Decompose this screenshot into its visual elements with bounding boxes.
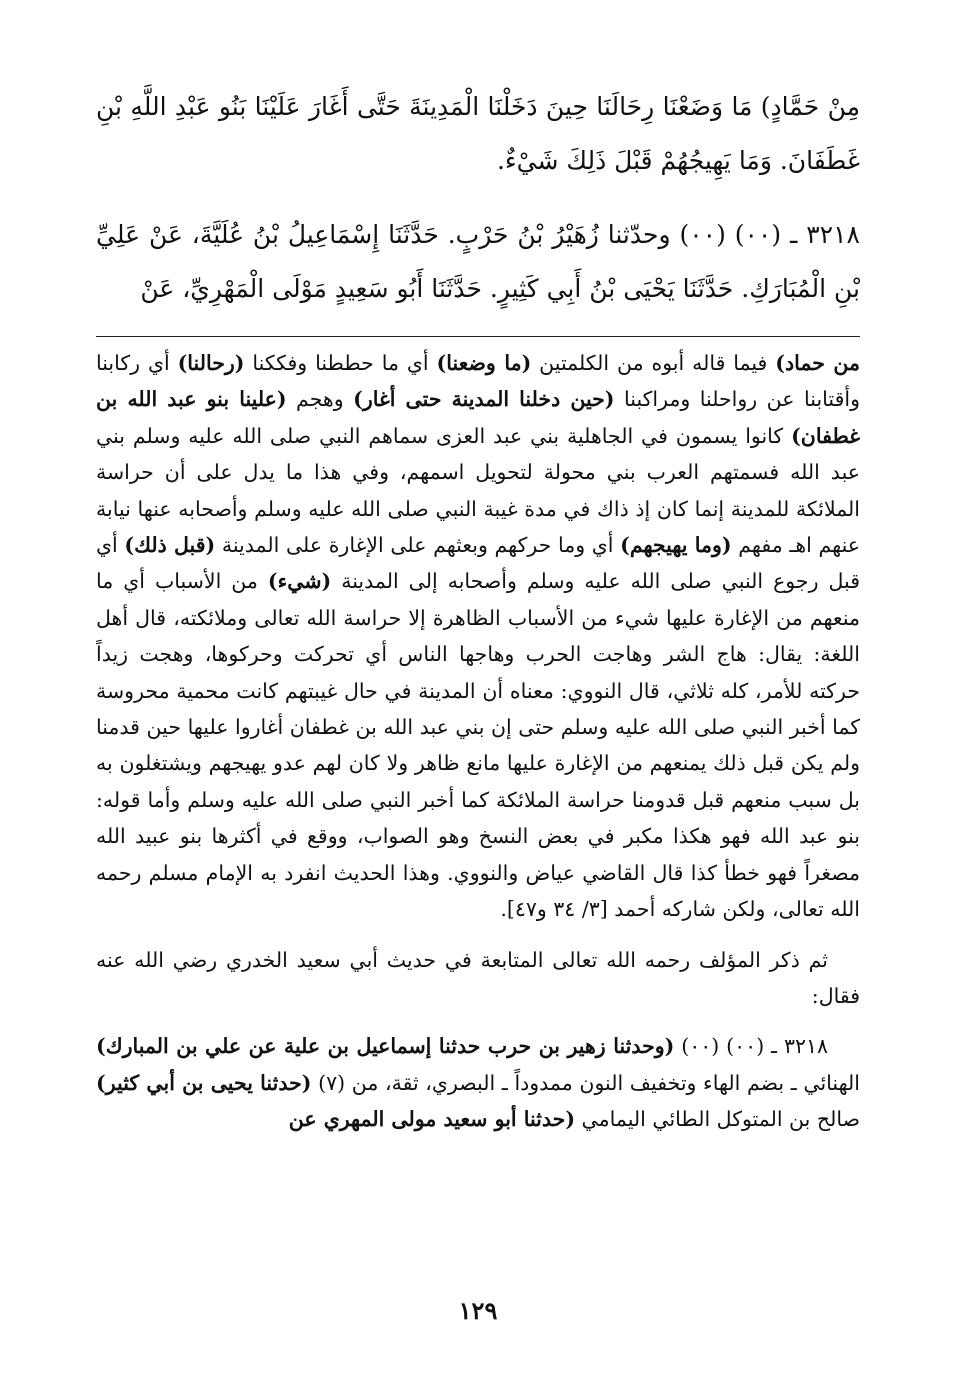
bold-quote-segment: (وما يهيجهم) <box>620 533 732 558</box>
bold-quote-segment: (علينا بنو عبد الله بن غطفان) <box>96 387 860 448</box>
bold-quote-segment: (وحدثنا زهير بن حرب حدثنا إسماعيل بن علية عن علي بن المبارك) <box>96 1034 675 1059</box>
page-number: ١٢٩ <box>458 1296 498 1325</box>
bold-quote-segment: من حماد) <box>775 351 860 375</box>
commentary-segment: أي ركابنا وأقتابنا عن رواحلنا ومراكبنا <box>96 351 860 412</box>
bold-quote-segment: (ما وضعنا) <box>436 351 532 375</box>
commentary-segment: صالح بن المتوكل الطائي اليمامي <box>575 1107 860 1132</box>
commentary-segment: أي قبل رجوع النبي صلى الله عليه وسلم وأصحابه إلى المدينة <box>96 533 860 594</box>
commentary-segment: كانوا يسمون في الجاهلية بني عبد العزى سماهم النبي صلى الله عليه وسلم بني عبد الله فسمتهم العرب بني محولة لتحويل اسمهم، وفي هذا ما يدل على أن حراسة الملائكة للمدينة إنما كان إذ ذاك في مدة غيبة النبي صلى الله عليه وسلم وأصحابه عنها نيابة عنهم اهـ مفهم <box>96 423 861 558</box>
commentary-segment: من الأسباب أي ما منعهم من الإغارة عليها شيء من الأسباب الظاهرة إلا حراسة الله تعالى وملائكته، قال أهل اللغة: يقال: هاج الشر وهاجت الحرب وهاجها الناس أي تحركت وحركوها، وهجت زيداً حركته للأمر، كله ثلاثي، قال النووي: معناه أن المدينة في حال غيبتهم كانت محمية محروسة كما أخبر النبي صلى الله عليه وسلم حتى إن بني عبد الله بن غطفان أغاروا عليها حين قدمنا ولم يكن قبل ذلك يمنعهم من الإغارة عليها مانع ظاهر ولا كان لهم عدو يهيجهم ويشتغلون به بل سبب منعهم قبل قدومنا حراسة الملائكة كما أخبر النبي صلى الله عليه وسلم وأما قوله: بنو عبد الله فهو هكذا مكبر في بعض النسخ وهو الصواب، ووقع في أكثرها بنو عبيد الله مصغراً فهو خطأ كذا قال القاضي عياض والنووي. وهذا الحديث انفرد به الإمام مسلم رحمه الله تعالى، ولكن شاركه أحمد [٣/ ٣٤ و٤٧]. <box>96 569 860 922</box>
commentary-segment: وهجم <box>286 387 354 412</box>
commentary-paragraph-1 <box>96 345 860 928</box>
commentary-paragraph-2: ثم ذكر المؤلف رحمه الله تعالى المتابعة في حديث أبي سعيد الخدري رضي الله عنه فقال: <box>96 947 860 1008</box>
bold-quote-segment: (حدثنا أبو سعيد مولى المهري عن <box>288 1107 576 1132</box>
bold-quote-segment: (حدثنا يحيى بن أبي كثير) <box>96 1070 312 1095</box>
commentary-segment: ٣٢١٨ ـ (٠٠) (٠٠) <box>674 1034 828 1059</box>
bold-quote-segment: (رحالنا) <box>177 351 245 375</box>
commentary-paragraph-3 <box>96 1028 860 1137</box>
commentary-segment: الهنائي ـ بضم الهاء وتخفيف النون ممدوداً ـ البصري، ثقة، من (٧) <box>311 1070 860 1095</box>
commentary-segment: أي وما حركهم وبعثهم على الإغارة على المدينة <box>215 533 621 558</box>
bold-quote-segment: (شيء) <box>267 569 332 594</box>
bold-quote-segment: (حين دخلنا المدينة حتى أغار) <box>353 387 615 412</box>
hadith-paragraph-1: مِنْ حَمَّادٍ) مَا وَضَعْنَا رِحَالَنَا حِينَ دَخَلْنَا الْمَدِينَةَ حَتَّى أَغَارَ عَلَيْنَا بَنُو عَبْدِ اللَّهِ بْنِ غَطَفَانَ. وَمَا يَهِيجُهُمْ قَبْلَ ذَلِكَ شَيْءٌ. <box>96 92 860 175</box>
footnote-divider <box>96 336 860 337</box>
bold-quote-segment: (قبل ذلك) <box>124 533 216 558</box>
commentary-segment: أي ما حططنا وفككنا <box>244 351 437 375</box>
commentary-segment: فيما قاله أبوه من الكلمتين <box>531 351 776 375</box>
hadith-paragraph-2: ٣٢١٨ ـ (٠٠) (٠٠) وحدّثنا زُهَيْرُ بْنُ حَرْبٍ. حَدَّثَنَا إِسْمَاعِيلُ بْنُ عُلَيَّةَ، عَنْ عَلِيِّ بْنِ الْمُبَارَكِ. حَدَّثَنَا يَحْيَى بْنُ أَبِي كَثِيرٍ. حَدَّثَنَا أَبُو سَعِيدٍ مَوْلَى الْمَهْرِيِّ، عَنْ <box>96 220 860 303</box>
